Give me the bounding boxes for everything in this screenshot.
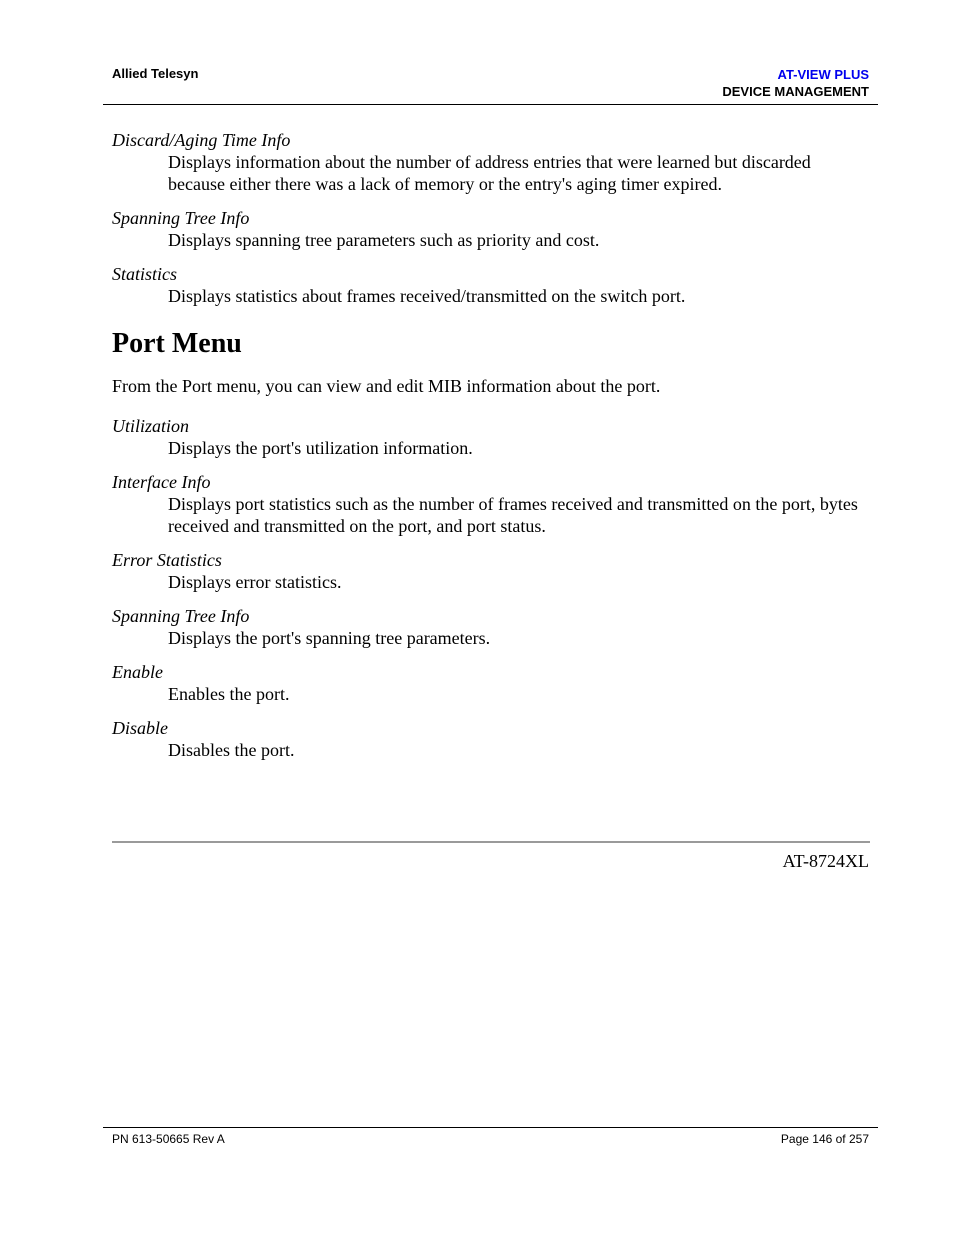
entry-term: Statistics xyxy=(112,264,178,284)
entry-desc: Displays the port's spanning tree parameters. xyxy=(168,628,491,648)
entry-port-spanning-tree xyxy=(112,605,872,649)
entry-term: Spanning Tree Info xyxy=(112,208,250,228)
header-rule xyxy=(103,104,878,105)
entry-desc: Displays port statistics such as the number of frames received and transmitted on the port, bytes received and transmitted on the port, and port status. xyxy=(168,494,858,536)
entry-term: Spanning Tree Info xyxy=(112,606,250,626)
entry-desc: Displays the port's utilization information. xyxy=(168,438,473,458)
footer-page-number: Page 146 of 257 xyxy=(780,1132,869,1146)
entry-desc: Displays error statistics. xyxy=(168,572,342,592)
entry-term: Error Statistics xyxy=(112,550,222,570)
entry-term: Disable xyxy=(112,718,168,738)
footer-part-number: PN 613-50665 Rev A xyxy=(112,1132,225,1146)
footer-rule xyxy=(103,1127,878,1128)
entry-desc: Disables the port. xyxy=(168,740,295,760)
entry-desc: Displays statistics about frames received/transmitted on the switch port. xyxy=(168,286,686,306)
entry-interface-info xyxy=(112,471,872,537)
entry-term: Discard/Aging Time Info xyxy=(112,130,291,150)
header-right xyxy=(722,66,869,100)
entry-discard-aging xyxy=(112,129,872,195)
page-content xyxy=(112,129,872,773)
section-intro: From the Port menu, you can view and edit MIB information about the port. xyxy=(112,376,661,396)
header-company: Allied Telesyn xyxy=(112,66,199,81)
entry-enable xyxy=(112,661,872,705)
model-label: AT-8724XL xyxy=(782,851,869,871)
entry-utilization xyxy=(112,415,872,459)
header-product: AT-VIEW PLUS xyxy=(777,67,869,82)
entry-term: Enable xyxy=(112,662,163,682)
entry-term: Interface Info xyxy=(112,472,211,492)
entry-desc: Enables the port. xyxy=(168,684,290,704)
entry-statistics xyxy=(112,263,872,307)
section-end-rule xyxy=(112,841,870,843)
entry-error-statistics xyxy=(112,549,872,593)
entry-desc: Displays information about the number of address entries that were learned but discarded because either there was a lack of memory or the entry's aging timer expired. xyxy=(168,152,811,194)
header-section: DEVICE MANAGEMENT xyxy=(722,84,869,99)
entry-desc: Displays spanning tree parameters such as priority and cost. xyxy=(168,230,600,250)
section-heading: Port Menu xyxy=(112,328,242,359)
entry-spanning-tree xyxy=(112,207,872,251)
entry-disable xyxy=(112,717,872,761)
entry-term: Utilization xyxy=(112,416,190,436)
